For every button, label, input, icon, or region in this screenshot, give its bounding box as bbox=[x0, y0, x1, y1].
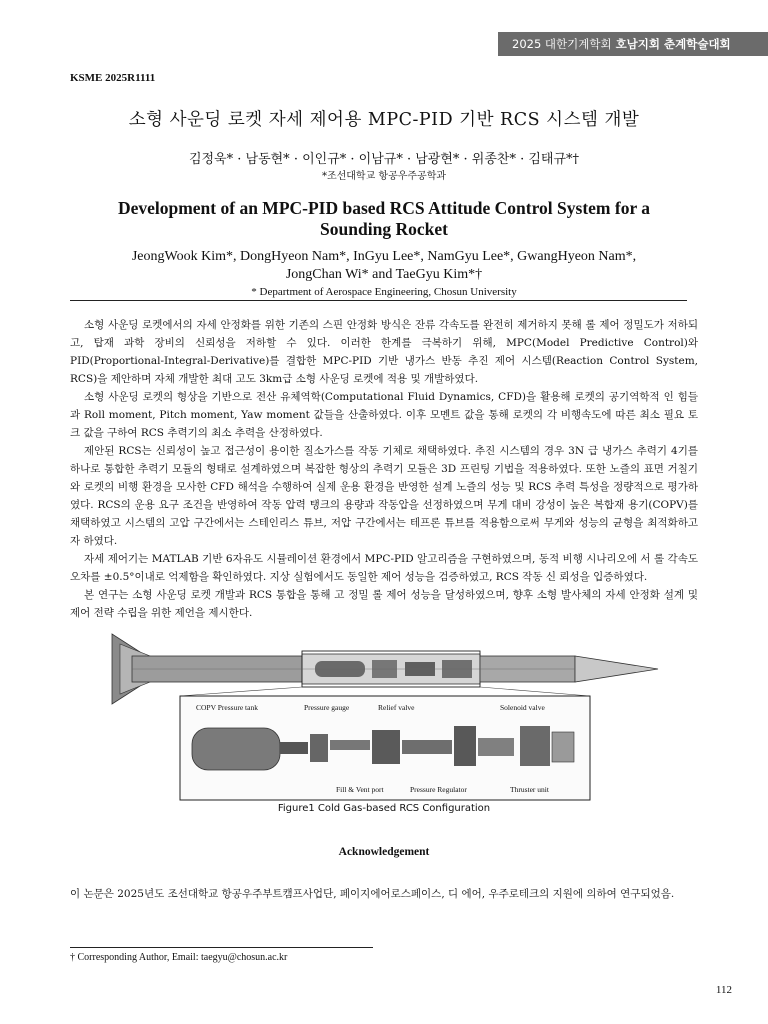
english-authors bbox=[0, 248, 768, 284]
english-title-line1: Development of an MPC-PID based RCS Attitude Control System for a bbox=[117, 198, 651, 218]
acknowledgement-heading: Acknowledgement bbox=[338, 846, 430, 858]
korean-authors: 김정욱* · 남동현* · 이인규* · 이남규* · 남광현* · 위종찬* · 김태규*† bbox=[188, 152, 580, 167]
english-authors-line2: JongChan Wi* and TaeGyu Kim*† bbox=[285, 267, 483, 282]
banner-prefix: 2025 대한기계학회 bbox=[512, 37, 612, 51]
abstract bbox=[70, 316, 698, 622]
acknowledgement-text: 이 논문은 2025년도 조선대학교 항공우주부트캠프사업단, 페이지에어로스페이스, 디 에어, 우주로테크의 지원에 의하여 연구되었음. bbox=[70, 888, 675, 900]
figure-caption: Figure1 Cold Gas-based RCS Configuration bbox=[277, 803, 491, 814]
abstract-paragraph: 본 연구는 소형 사운딩 로켓 개발과 RCS 통합을 통해 고 정밀 롤 제어 성능을 달성하였으며, 향후 소형 발사체의 자세 안정화 설계 및 제어 전략 수립을 위한 제언을 제시한다. bbox=[70, 589, 698, 619]
header-divider bbox=[70, 300, 687, 301]
english-title-line2: Sounding Rocket bbox=[320, 219, 448, 239]
label-thruster: Thruster unit bbox=[510, 785, 549, 794]
korean-affiliation: *조선대학교 항공우주공학과 bbox=[321, 171, 447, 182]
abstract-paragraph: 자세 제어기는 MATLAB 기반 6자유도 시뮬레이션 환경에서 MPC-PID 알고리즘을 구현하였으며, 동적 비행 시나리오에 서 롤 각속도 오차를 ±0.5°이내로 억제함을 확인하였다. 지상 실험에서도 동일한 제어 성능을 검증하였고, RCS 작동 신 뢰성을 입증하였다. bbox=[70, 553, 698, 583]
label-regulator: Pressure Regulator bbox=[410, 785, 467, 794]
paper-code: KSME 2025R1111 bbox=[70, 72, 156, 84]
korean-title: 소형 사운딩 로켓 자세 제어용 MPC-PID 기반 RCS 시스템 개발 bbox=[128, 110, 640, 130]
abstract-paragraph: 소형 사운딩 로켓의 형상을 기반으로 전산 유체역학(Computational Fluid Dynamics, CFD)을 활용해 로켓의 공기역학적 인 힘들과 Roll moment, Pitch moment, Yaw moment 값들을 산출하였다. 이후 모멘트 값을 통해 로켓의 각 비행속도에 따른 최소 필요 토크 값을 구하여 RCS 추력기의 최소 추력을 산정하였다. bbox=[70, 391, 698, 439]
label-fill-vent: Fill & Vent port bbox=[336, 785, 384, 794]
rcs-configuration-figure bbox=[110, 630, 660, 802]
abstract-paragraph: 제안된 RCS는 신뢰성이 높고 접근성이 용이한 질소가스를 작동 기체로 채택하였다. 추진 시스템의 경우 3N 급 냉가스 추력기 4기를 하나로 통합한 추력기 모듈의 형태로 설계하였으며 복잡한 형상의 추력기 모듈은 3D 프린팅 기법을 적용하였다. 또한 노즐의 표면 거칠기와 로켓의 비행 환경을 모사한 CFD 해석을 수행하여 실제 운용 환경을 반영한 설계 노즐의 성능 및 RCS 추력 특성을 정량적으로 평가하였다. RCS의 운용 요구 조건을 반영하여 작동 압력 탱크의 용량과 작동압을 선정하였으며 무게 대비 강성이 높은 복합재 용기(COPV)를 채택하였고 시스템의 고압 구간에서는 스테인리스 튜브, 저압 구간에서는 테프론 튜브를 적용함으로써 무게와 성능의 균형을 최적화하고자 하였다. bbox=[70, 445, 698, 547]
label-solenoid-valve: Solenoid valve bbox=[500, 703, 545, 712]
banner-bold: 호남지회 춘계학술대회 bbox=[615, 37, 731, 51]
conference-banner bbox=[498, 32, 768, 56]
rocket-illustration bbox=[112, 634, 658, 704]
english-authors-line1: JeongWook Kim*, DongHyeon Nam*, InGyu Lee*, NamGyu Lee*, GwangHyeon Nam*, bbox=[131, 249, 637, 264]
footnote-divider bbox=[70, 947, 373, 948]
label-pressure-gauge: Pressure gauge bbox=[304, 703, 350, 712]
label-relief-valve: Relief valve bbox=[378, 703, 415, 712]
page-number: 112 bbox=[715, 984, 732, 996]
abstract-paragraph: 소형 사운딩 로켓에서의 자세 안정화를 위한 기존의 스핀 안정화 방식은 잔류 각속도를 완전히 제거하지 못해 롤 제어 정밀도가 저하되고, 탑재 과학 장비의 신뢰성을 저하할 수 있다. 이러한 한계를 극복하기 위해, MPC(Model Predictive Control)와 PID(Proportional-Integral-Derivative)를 결합한 MPC-PID 기반 냉가스 반동 추진 제어 시스템(Reaction Control System, RCS)을 제안하며 자체 개발한 최대 고도 3km급 소형 사운딩 로켓에 적용 및 개발하였다. bbox=[70, 319, 698, 385]
footnote: † Corresponding Author, Email: taegyu@chosun.ac.kr bbox=[70, 952, 288, 963]
english-affiliation: * Department of Aerospace Engineering, Chosun University bbox=[251, 286, 517, 298]
label-copv: COPV Pressure tank bbox=[196, 703, 258, 712]
english-title bbox=[0, 198, 768, 240]
